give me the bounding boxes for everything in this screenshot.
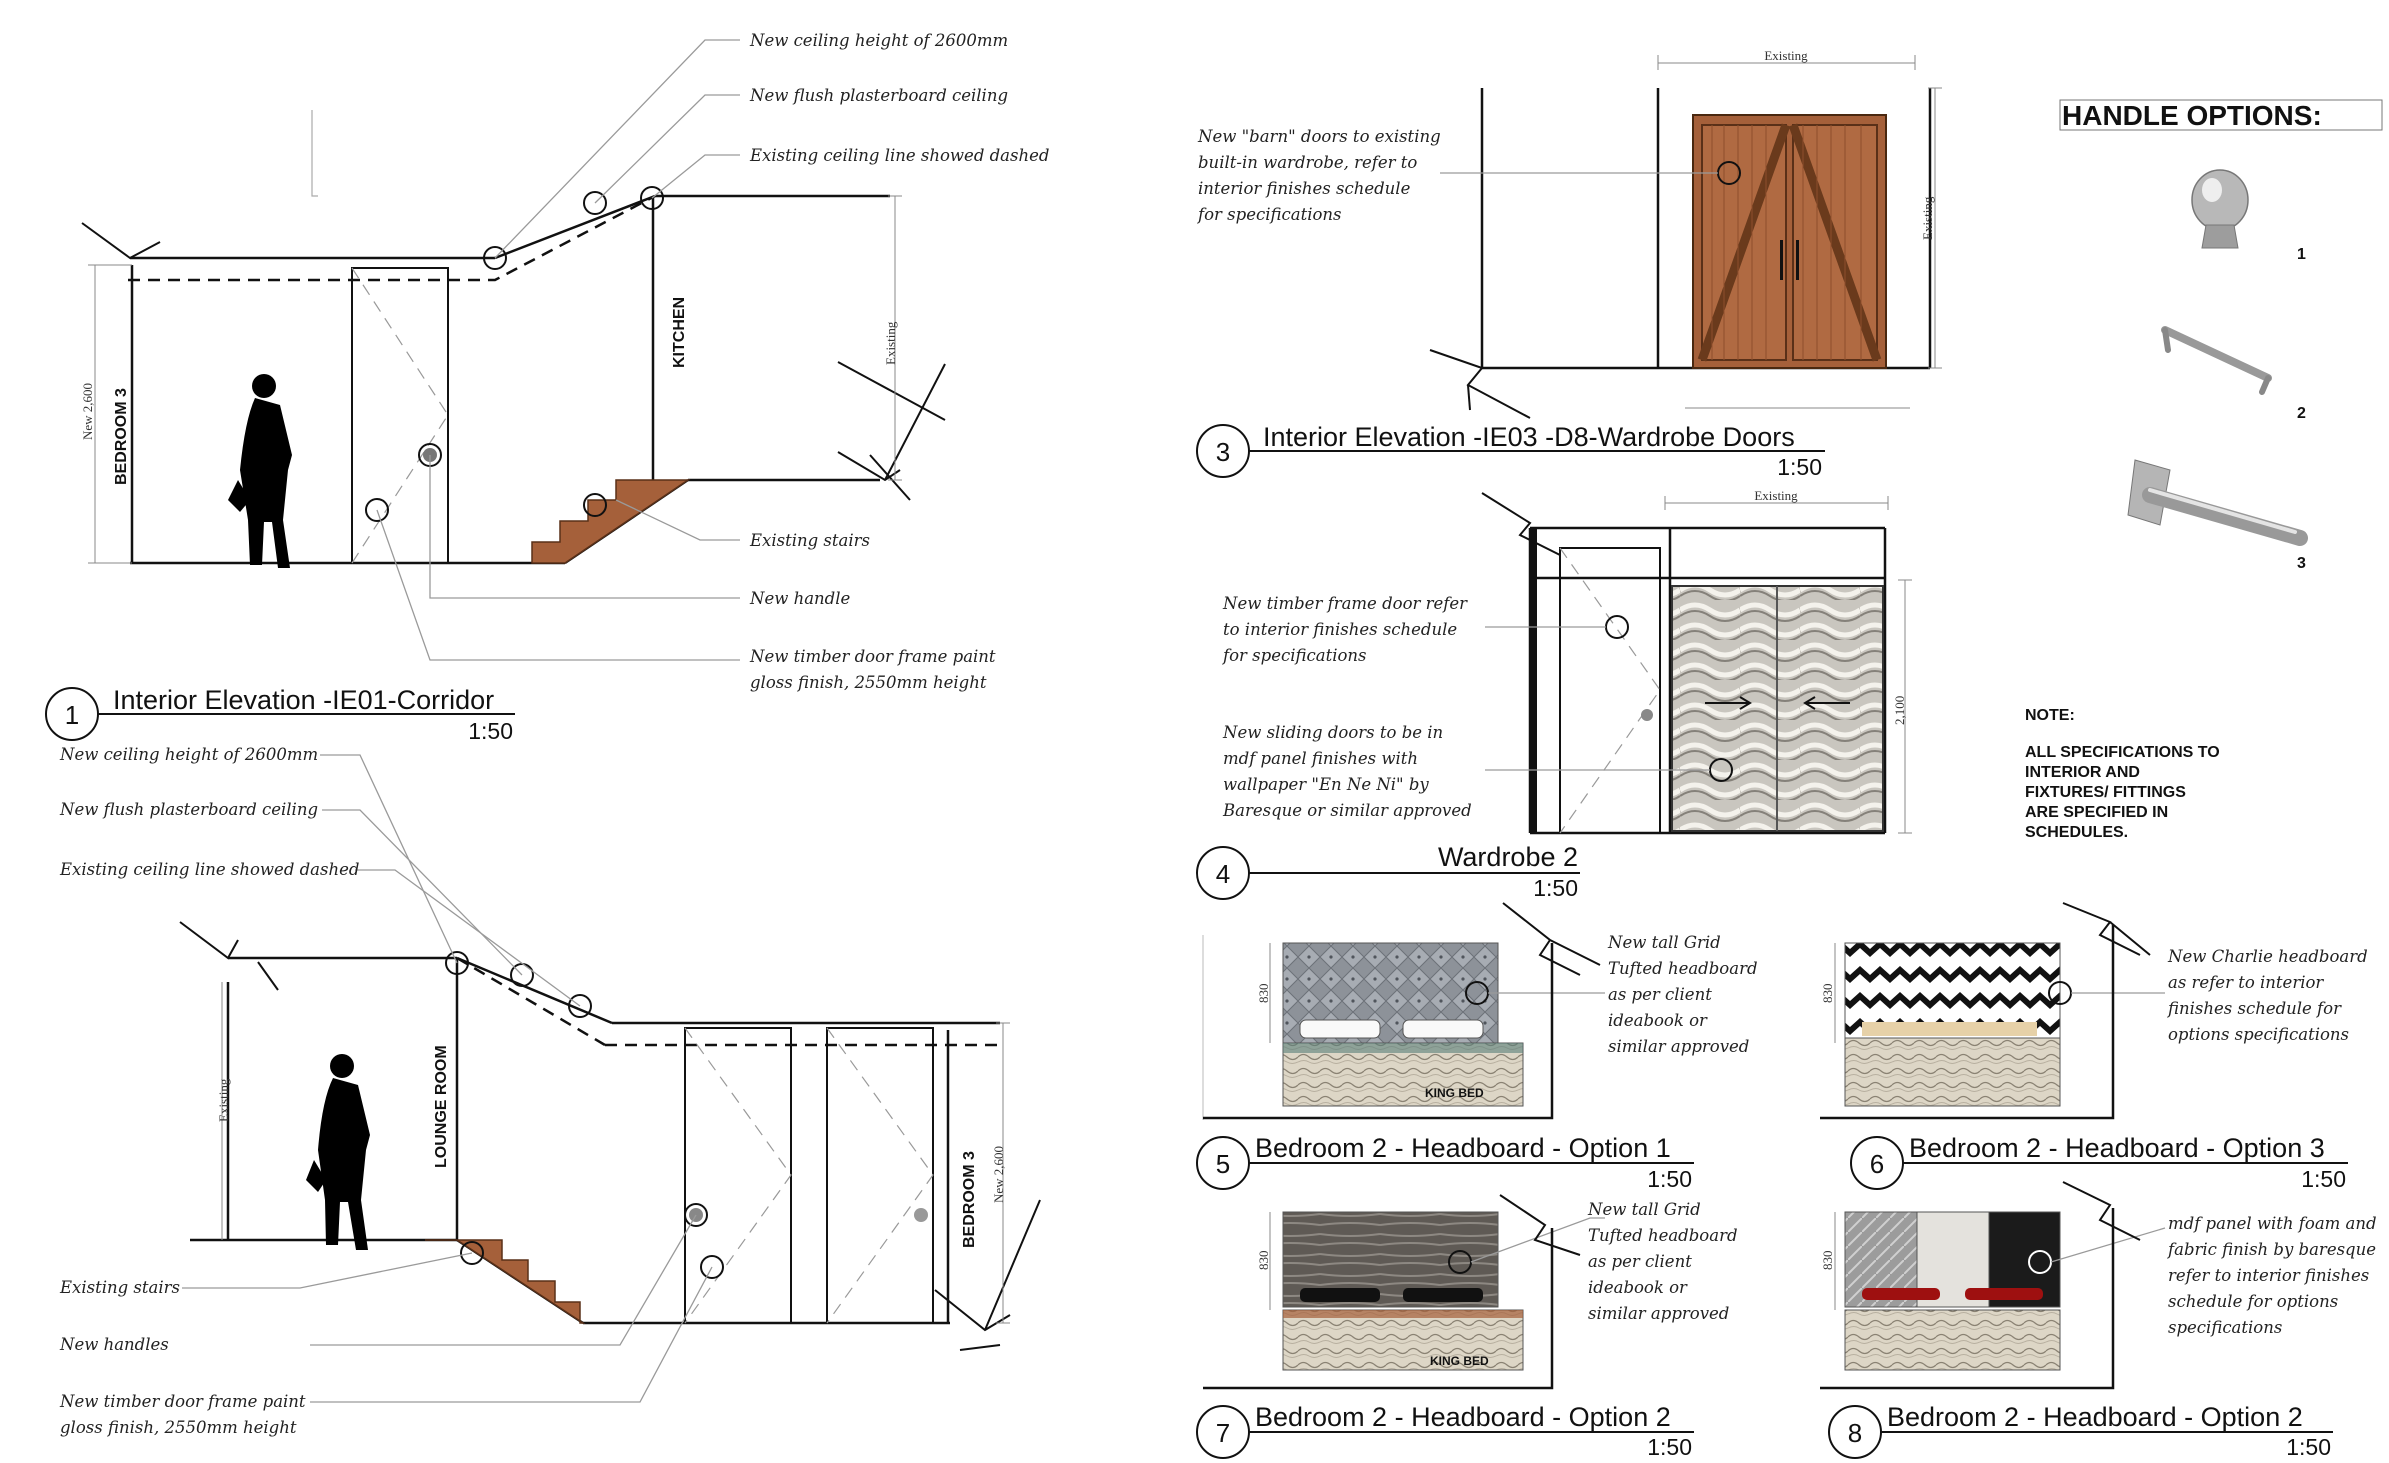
ie01-dimensions bbox=[88, 196, 902, 563]
hb8-dim: 830 bbox=[1820, 1250, 1835, 1270]
ie01-break-symbol bbox=[82, 223, 160, 258]
handle-options-heading: HANDLE OPTIONS: bbox=[2062, 100, 2322, 131]
ie03-dim-top: Existing bbox=[1764, 48, 1808, 63]
hb8-number: 8 bbox=[1847, 1418, 1863, 1448]
headboard-option-7 bbox=[1203, 1195, 1605, 1388]
ie02-room-lounge: LOUNGE ROOM bbox=[433, 1045, 450, 1168]
ie01-number: 1 bbox=[64, 700, 80, 730]
ie01-door bbox=[352, 268, 448, 563]
hb6-title: Bedroom 2 - Headboard - Option 3 bbox=[1909, 1133, 2325, 1163]
ie03-number: 3 bbox=[1215, 437, 1231, 467]
hb6-number: 6 bbox=[1869, 1149, 1885, 1179]
hb7-bed-label: KING BED bbox=[1430, 1354, 1489, 1368]
hb8-title-block bbox=[1829, 1402, 2333, 1460]
hb7-note-3: as per client bbox=[1588, 1252, 1692, 1271]
ie03-note-line3: interior finishes schedule bbox=[1198, 179, 1411, 198]
elevation-ie01 bbox=[82, 110, 945, 563]
ie03-dim-side: Existing bbox=[1920, 196, 1935, 240]
ie02-note-door-frame: New timber door frame paint bbox=[60, 1392, 306, 1411]
ie02-note-new-handles: New handles bbox=[60, 1335, 169, 1354]
ie01-title-block bbox=[46, 685, 515, 744]
handle-option-1: 1 bbox=[2297, 246, 2306, 263]
wardrobe2-note-b4: Baresque or similar approved bbox=[1223, 801, 1472, 820]
ie01-person-silhouette bbox=[228, 374, 292, 568]
ie02-dim-height: New 2,600 bbox=[991, 1145, 1006, 1203]
hb6-note-4: options specifications bbox=[2168, 1025, 2350, 1044]
ie01-note-ceiling-height: New ceiling height of 2600mm bbox=[750, 31, 1009, 50]
ie01-note-new-handle: New handle bbox=[750, 589, 851, 608]
ie02-door-1 bbox=[685, 1028, 791, 1323]
hb8-scale: 1:50 bbox=[2286, 1434, 2331, 1460]
hb5-note-1: New tall Grid bbox=[1608, 933, 1721, 952]
wardrobe2-title-block bbox=[1197, 842, 1580, 901]
handle-options-panel bbox=[2060, 100, 2382, 572]
headboard-option-5 bbox=[1203, 903, 1605, 1120]
ie02-note-flush-ceiling: New flush plasterboard ceiling bbox=[60, 800, 319, 819]
ie01-note-door-frame-2: gloss finish, 2550mm height bbox=[750, 673, 987, 692]
headboard-option-8 bbox=[1820, 1182, 2165, 1388]
note-line1: ALL SPECIFICATIONS TO bbox=[2025, 744, 2220, 761]
hb5-note-3: as per client bbox=[1608, 985, 1712, 1004]
ie03-title-block bbox=[1197, 422, 1825, 480]
ie01-construction-line bbox=[312, 110, 318, 196]
ie02-note-door-frame-2: gloss finish, 2550mm height bbox=[60, 1418, 297, 1437]
hb8-note-1: mdf panel with foam and bbox=[2168, 1214, 2377, 1233]
ie02-markers bbox=[446, 952, 928, 1278]
wardrobe2-scale: 1:50 bbox=[1533, 875, 1578, 901]
ie03-note-line2: built-in wardrobe, refer to bbox=[1198, 153, 1418, 172]
hb7-note-2: Tufted headboard bbox=[1588, 1226, 1738, 1245]
wardrobe2-number: 4 bbox=[1215, 859, 1231, 889]
ie01-room-kitchen: KITCHEN bbox=[671, 296, 688, 368]
hb7-scale: 1:50 bbox=[1647, 1434, 1692, 1460]
note-line5: SCHEDULES. bbox=[2025, 824, 2129, 841]
knob-handle-icon bbox=[2192, 170, 2248, 248]
ie01-note-existing-stairs: Existing stairs bbox=[750, 531, 871, 550]
hb8-note-2: fabric finish by baresque bbox=[2168, 1240, 2377, 1259]
wardrobe2-note-a3: for specifications bbox=[1223, 646, 1367, 665]
ie02-note-existing-stairs: Existing stairs bbox=[60, 1278, 181, 1297]
headboard-option-6 bbox=[1820, 903, 2165, 1118]
handle-option-2: 2 bbox=[2297, 405, 2306, 422]
ie02-note-ceiling-height: New ceiling height of 2600mm bbox=[60, 745, 319, 764]
ie01-dim-existing: Existing bbox=[883, 321, 898, 365]
hb5-scale: 1:50 bbox=[1647, 1166, 1692, 1192]
hb8-note-5: specifications bbox=[2168, 1318, 2283, 1337]
hb5-note-2: Tufted headboard bbox=[1608, 959, 1758, 978]
hb5-note-5: similar approved bbox=[1608, 1037, 1750, 1056]
ie01-stairs bbox=[532, 480, 688, 563]
wardrobe2-note-b3: wallpaper "En Ne Ni" by bbox=[1223, 775, 1429, 794]
ie03-barn-doors bbox=[1440, 115, 1886, 368]
hb8-title: Bedroom 2 - Headboard - Option 2 bbox=[1887, 1402, 2303, 1432]
handle-option-3: 3 bbox=[2297, 555, 2306, 572]
hb8-note-3: refer to interior finishes bbox=[2168, 1266, 2370, 1285]
ie01-note-flush-ceiling: New flush plasterboard ceiling bbox=[750, 86, 1009, 105]
hb5-number: 5 bbox=[1215, 1149, 1231, 1179]
hb6-note-2: as refer to interior bbox=[2168, 973, 2324, 992]
ie03-note-line1: New "barn" doors to existing bbox=[1198, 127, 1441, 146]
ie02-door-2 bbox=[827, 1028, 933, 1323]
hb5-title: Bedroom 2 - Headboard - Option 1 bbox=[1255, 1133, 1671, 1163]
ie03-scale: 1:50 bbox=[1777, 454, 1822, 480]
ie02-dim-existing: Existing bbox=[216, 1078, 231, 1122]
note-line4: ARE SPECIFIED IN bbox=[2025, 804, 2169, 821]
ie01-title: Interior Elevation -IE01-Corridor bbox=[113, 685, 495, 715]
ie01-note-door-frame: New timber door frame paint bbox=[750, 647, 996, 666]
ie03-note-line4: for specifications bbox=[1198, 205, 1342, 224]
note-line2: INTERIOR AND bbox=[2025, 764, 2140, 781]
hb6-scale: 1:50 bbox=[2301, 1166, 2346, 1192]
note-block bbox=[2025, 707, 2220, 841]
hb7-number: 7 bbox=[1215, 1418, 1231, 1448]
hb8-note-4: schedule for options bbox=[2168, 1292, 2339, 1311]
hb5-note-4: ideabook or bbox=[1608, 1011, 1707, 1030]
wardrobe2-note-a1: New timber frame door refer bbox=[1223, 594, 1468, 613]
bar-pull-handle-icon bbox=[2165, 330, 2268, 392]
ie01-scale: 1:50 bbox=[468, 718, 513, 744]
hb6-note-3: finishes schedule for bbox=[2168, 999, 2341, 1018]
hb7-title: Bedroom 2 - Headboard - Option 2 bbox=[1255, 1402, 1671, 1432]
lever-handle-icon bbox=[2128, 460, 2300, 538]
hb7-note-5: similar approved bbox=[1588, 1304, 1730, 1323]
note-line3: FIXTURES/ FITTINGS bbox=[2025, 784, 2186, 801]
hb5-bed-label: KING BED bbox=[1425, 1086, 1484, 1100]
hb7-title-block bbox=[1197, 1402, 1694, 1460]
ie01-room-bedroom3: BEDROOM 3 bbox=[113, 388, 130, 485]
ie02-person-silhouette bbox=[306, 1054, 370, 1250]
ie02-note-existing-ceiling: Existing ceiling line showed dashed bbox=[60, 860, 360, 879]
hb5-title-block bbox=[1197, 1133, 1694, 1192]
hb6-dim: 830 bbox=[1820, 983, 1835, 1003]
wardrobe2-dim-top: Existing bbox=[1754, 488, 1798, 503]
ie01-note-existing-ceiling: Existing ceiling line showed dashed bbox=[750, 146, 1050, 165]
hb6-note-1: New Charlie headboard bbox=[2168, 947, 2368, 966]
wardrobe2-timber-door bbox=[1560, 548, 1660, 833]
wardrobe2-dim-side: 2,100 bbox=[1892, 695, 1907, 725]
wardrobe2-sliding-doors bbox=[1485, 586, 1883, 831]
hb7-dim: 830 bbox=[1256, 1250, 1271, 1270]
note-label: NOTE: bbox=[2025, 707, 2075, 724]
hb7-note-1: New tall Grid bbox=[1588, 1200, 1701, 1219]
wardrobe2-note-a2: to interior finishes schedule bbox=[1223, 620, 1458, 639]
ie02-room-bedroom3: BEDROOM 3 bbox=[961, 1151, 978, 1248]
wardrobe2-note-b1: New sliding doors to be in bbox=[1223, 723, 1444, 742]
ie02-stairs bbox=[425, 1240, 583, 1323]
hb6-title-block bbox=[1851, 1133, 2348, 1192]
hb7-note-4: ideabook or bbox=[1588, 1278, 1687, 1297]
wardrobe2-title: Wardrobe 2 bbox=[1437, 842, 1578, 872]
hb5-dim: 830 bbox=[1256, 983, 1271, 1003]
ie03-title: Interior Elevation -IE03 -D8-Wardrobe Doors bbox=[1263, 422, 1795, 452]
ie01-dim-height: New 2,600 bbox=[80, 382, 95, 440]
wardrobe2-note-b2: mdf panel finishes with bbox=[1223, 749, 1419, 768]
